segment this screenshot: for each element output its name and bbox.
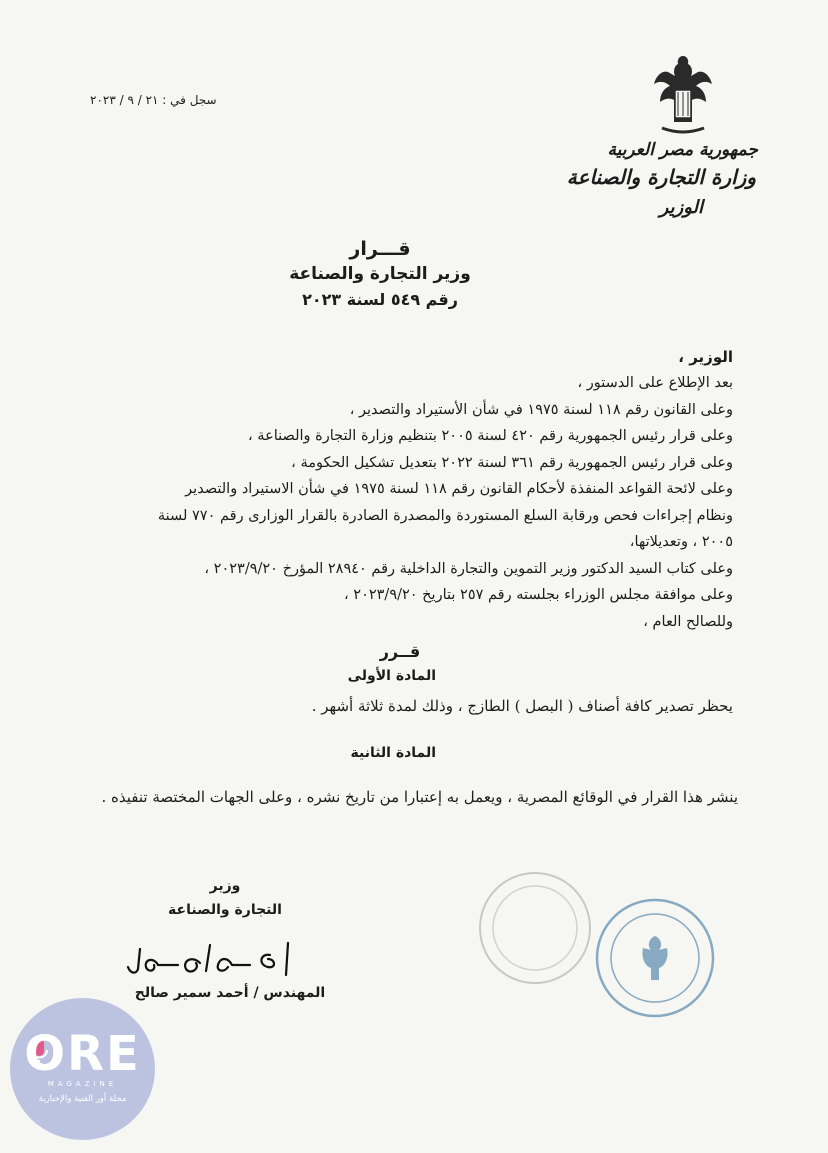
signatory-name: المهندس / أحمد سمير صالح xyxy=(134,985,326,1001)
preamble-line: وعلى لائحة القواعد المنفذة لأحكام القانون رقم ١١٨ لسنة ١٩٧٥ في شأن الاستيراد والتصدير xyxy=(185,481,733,497)
handwritten-signature-icon xyxy=(120,935,300,985)
article-1-text: يحظر تصدير كافة أصناف ( البصل ) الطازج ، وذلك لمدة ثلاثة أشهر . xyxy=(311,697,733,715)
preamble-line: وعلى قرار رئيس الجمهورية رقم ٣٦١ لسنة ٢٠٢٢ بتعديل تشكيل الحكومة ، xyxy=(291,454,733,471)
official-seal-icon xyxy=(475,868,735,1018)
preamble-line: وعلى قرار رئيس الجمهورية رقم ٤٢٠ لسنة ٢٠٠٥ بتنظيم وزارة التجارة والصناعة ، xyxy=(248,428,733,444)
preamble-line: وعلى موافقة مجلس الوزراء بجلسته رقم ٢٥٧ بتاريخ ٢٠٢٣/٩/٢٠ ، xyxy=(343,587,733,603)
signature-role-2: التجارة والصناعة xyxy=(168,902,282,918)
logo-subtitle: MAGAZINE xyxy=(47,1080,118,1088)
preamble-line: ٢٠٠٥ ، وتعديلاتها، xyxy=(629,534,733,550)
ministry-name: وزارة التجارة والصناعة xyxy=(566,165,756,189)
addressee: الوزير ، xyxy=(678,348,733,366)
logo-letters: ORE xyxy=(24,1026,141,1082)
ore-magazine-logo xyxy=(10,998,155,1140)
preamble-line: ونظام إجراءات فحص ورقابة السلع المستوردة والمصدرة الصادرة بالقرار الوزارى رقم ٧٧٠ لسنة xyxy=(157,507,733,524)
decree-issuer: وزير التجارة والصناعة xyxy=(289,264,471,284)
article-2-text: ينشر هذا القرار في الوقائع المصرية ، ويعمل به إعتبارا من تاريخ نشره ، وعلى الجهات المختصة تنفيذه . xyxy=(101,788,738,806)
preamble-line: وللصالح العام ، xyxy=(643,613,733,630)
registration-note: سجل في : ٢١ / ٩ / ٢٠٢٣ xyxy=(90,93,217,107)
decree-number: رقم ٥٤٩ لسنة ٢٠٢٣ xyxy=(302,290,458,309)
logo-arabic-caption: مجلة أور الفنية والإخبارية xyxy=(38,1094,127,1104)
decree-title: قـــرار xyxy=(349,238,411,260)
signature-role-1: وزير xyxy=(209,878,241,894)
preamble xyxy=(83,370,733,635)
eagle-emblem-icon xyxy=(648,50,718,138)
article-1-heading: المادة الأولى xyxy=(347,668,436,684)
country-name: جمهورية مصر العربية xyxy=(607,140,758,160)
preamble-line: وعلى القانون رقم ١١٨ لسنة ١٩٧٥ في شأن الأستيراد والتصدير ، xyxy=(349,401,733,418)
minister-office: الوزير xyxy=(659,197,703,218)
preamble-line: وعلى كتاب السيد الدكتور وزير التموين والتجارة الداخلية رقم ٢٨٩٤٠ المؤرخ ٢٠٢٣/٩/٢٠ ، xyxy=(204,560,733,577)
article-2-heading: المادة الثانية xyxy=(350,745,436,761)
preamble-line: بعد الإطلاع على الدستور ، xyxy=(577,375,733,391)
decree-heading: قــرر xyxy=(379,642,421,661)
